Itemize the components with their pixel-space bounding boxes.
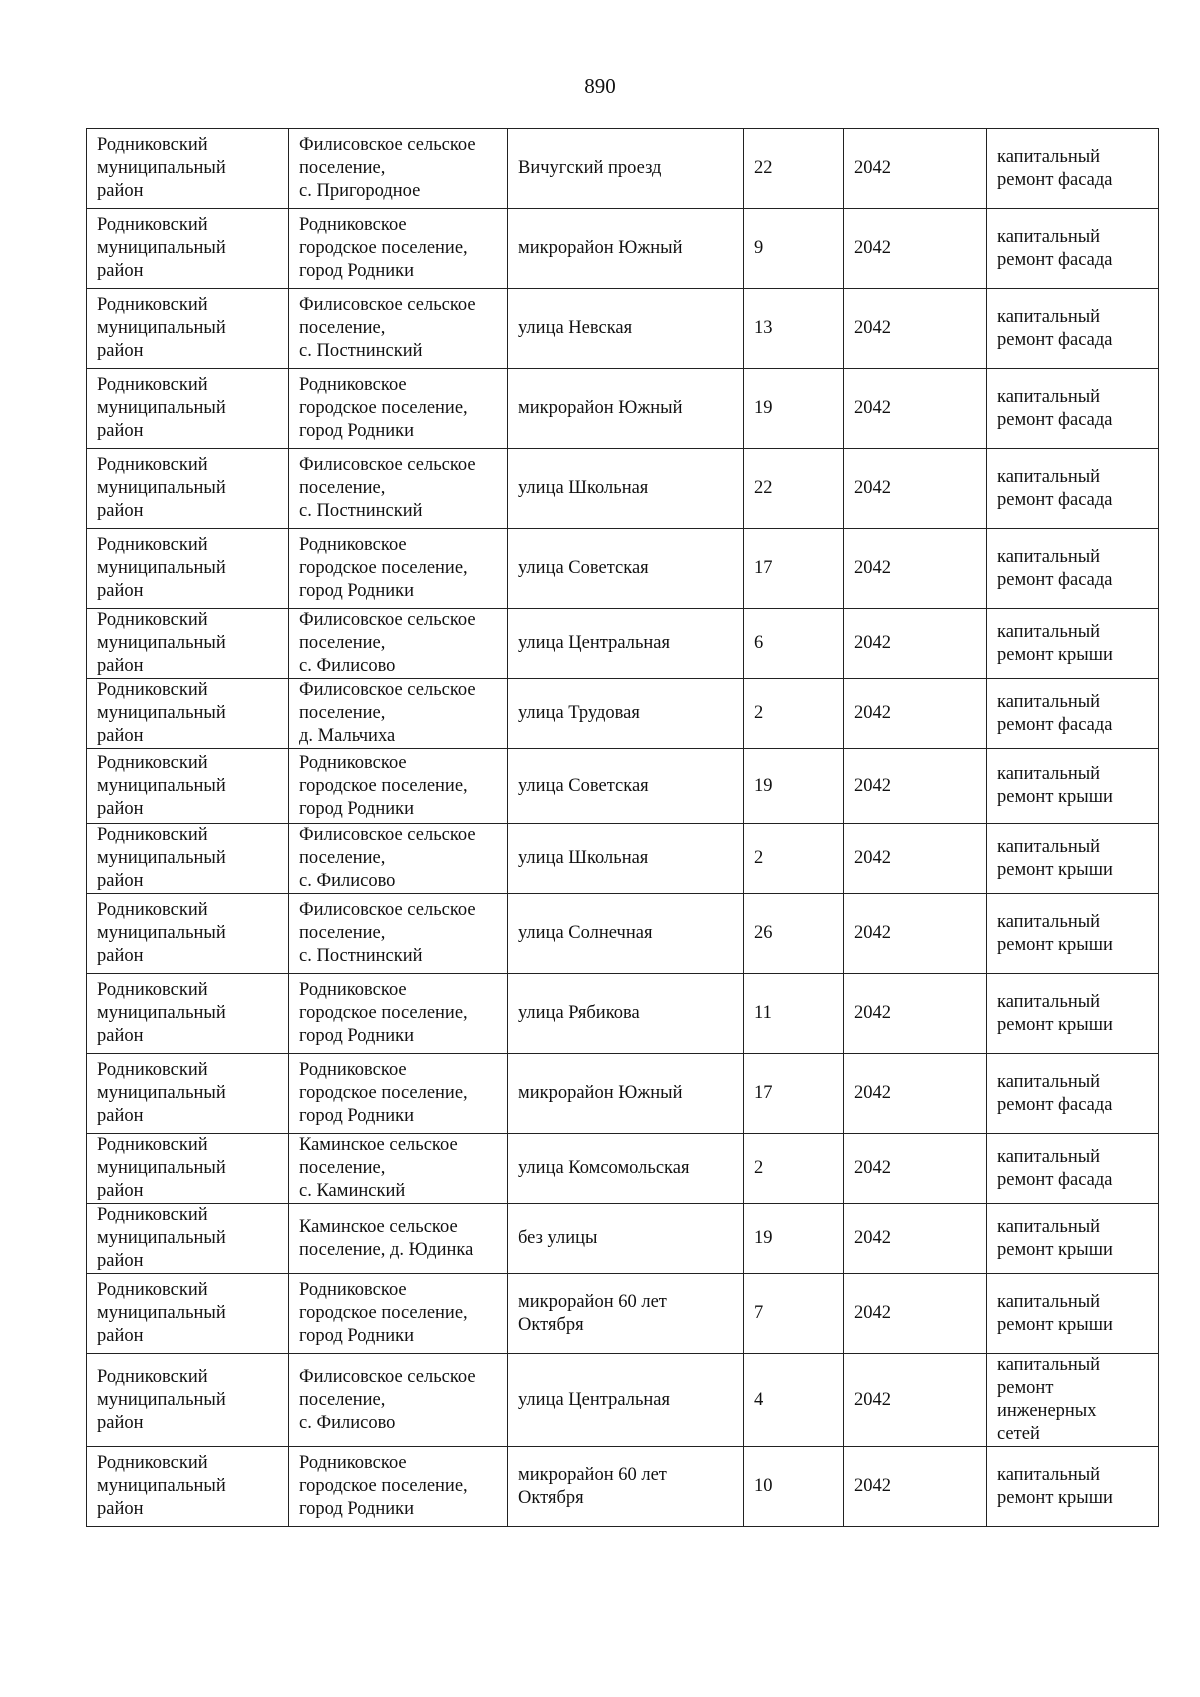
table-row	[87, 369, 1159, 449]
work-type-cell: капитальный ремонт фасада	[987, 1134, 1159, 1204]
settlement-cell: Родниковское городское поселение, город Родники	[289, 1447, 508, 1527]
street-cell: улица Центральная	[508, 1354, 744, 1447]
settlement-cell: Филисовское сельское поселение, с. Постнинский	[289, 449, 508, 529]
house-number-cell: 11	[744, 974, 844, 1054]
house-number-cell: 22	[744, 129, 844, 209]
settlement-cell: Филисовское сельское поселение, с. Постнинский	[289, 289, 508, 369]
work-type-cell: капитальный ремонт крыши	[987, 1447, 1159, 1527]
table-row	[87, 209, 1159, 289]
district-cell: Родниковский муниципальный район	[87, 129, 289, 209]
work-type-cell: капитальный ремонт крыши	[987, 894, 1159, 974]
table-row	[87, 749, 1159, 824]
year-cell: 2042	[844, 1354, 987, 1447]
year-cell: 2042	[844, 824, 987, 894]
street-cell: улица Трудовая	[508, 679, 744, 749]
work-type-cell: капитальный ремонт крыши	[987, 609, 1159, 679]
work-type-cell: капитальный ремонт крыши	[987, 1274, 1159, 1354]
year-cell: 2042	[844, 1204, 987, 1274]
street-cell: микрорайон Южный	[508, 369, 744, 449]
table-row	[87, 974, 1159, 1054]
district-cell: Родниковский муниципальный район	[87, 529, 289, 609]
district-cell: Родниковский муниципальный район	[87, 1204, 289, 1274]
street-cell: микрорайон 60 лет Октября	[508, 1274, 744, 1354]
table-row	[87, 289, 1159, 369]
year-cell: 2042	[844, 894, 987, 974]
table-row	[87, 824, 1159, 894]
settlement-cell: Филисовское сельское поселение, с. Пригородное	[289, 129, 508, 209]
table-row	[87, 1354, 1159, 1447]
settlement-cell: Родниковское городское поселение, город Родники	[289, 749, 508, 824]
house-number-cell: 7	[744, 1274, 844, 1354]
district-cell: Родниковский муниципальный район	[87, 449, 289, 529]
house-number-cell: 10	[744, 1447, 844, 1527]
settlement-cell: Филисовское сельское поселение, с. Филисово	[289, 824, 508, 894]
district-cell: Родниковский муниципальный район	[87, 209, 289, 289]
settlement-cell: Каминское сельское поселение, д. Юдинка	[289, 1204, 508, 1274]
year-cell: 2042	[844, 449, 987, 529]
house-number-cell: 19	[744, 1204, 844, 1274]
house-number-cell: 2	[744, 679, 844, 749]
house-number-cell: 19	[744, 749, 844, 824]
year-cell: 2042	[844, 529, 987, 609]
district-cell: Родниковский муниципальный район	[87, 974, 289, 1054]
street-cell: улица Советская	[508, 749, 744, 824]
year-cell: 2042	[844, 1054, 987, 1134]
work-type-cell: капитальный ремонт крыши	[987, 824, 1159, 894]
settlement-cell: Филисовское сельское поселение, с. Филисово	[289, 1354, 508, 1447]
settlement-cell: Филисовское сельское поселение, с. Постнинский	[289, 894, 508, 974]
table-row	[87, 679, 1159, 749]
street-cell: улица Школьная	[508, 449, 744, 529]
table-row	[87, 894, 1159, 974]
settlement-cell: Родниковское городское поселение, город Родники	[289, 1274, 508, 1354]
district-cell: Родниковский муниципальный район	[87, 824, 289, 894]
table-row	[87, 609, 1159, 679]
settlement-cell: Родниковское городское поселение, город Родники	[289, 369, 508, 449]
district-cell: Родниковский муниципальный район	[87, 1354, 289, 1447]
settlement-cell: Филисовское сельское поселение, д. Мальчиха	[289, 679, 508, 749]
year-cell: 2042	[844, 289, 987, 369]
street-cell: микрорайон Южный	[508, 209, 744, 289]
repair-schedule-table	[86, 128, 1159, 1527]
district-cell: Родниковский муниципальный район	[87, 679, 289, 749]
work-type-cell: капитальный ремонт инженерных сетей	[987, 1354, 1159, 1447]
street-cell: улица Центральная	[508, 609, 744, 679]
table-row	[87, 1054, 1159, 1134]
work-type-cell: капитальный ремонт фасада	[987, 369, 1159, 449]
settlement-cell: Филисовское сельское поселение, с. Филисово	[289, 609, 508, 679]
work-type-cell: капитальный ремонт крыши	[987, 974, 1159, 1054]
table-body	[87, 129, 1159, 1527]
work-type-cell: капитальный ремонт фасада	[987, 679, 1159, 749]
year-cell: 2042	[844, 369, 987, 449]
district-cell: Родниковский муниципальный район	[87, 1447, 289, 1527]
settlement-cell: Каминское сельское поселение, с. Каминский	[289, 1134, 508, 1204]
house-number-cell: 2	[744, 824, 844, 894]
house-number-cell: 17	[744, 529, 844, 609]
table-row	[87, 1447, 1159, 1527]
settlement-cell: Родниковское городское поселение, город Родники	[289, 529, 508, 609]
year-cell: 2042	[844, 209, 987, 289]
district-cell: Родниковский муниципальный район	[87, 609, 289, 679]
house-number-cell: 9	[744, 209, 844, 289]
table-row	[87, 1274, 1159, 1354]
street-cell: улица Школьная	[508, 824, 744, 894]
year-cell: 2042	[844, 1447, 987, 1527]
house-number-cell: 2	[744, 1134, 844, 1204]
street-cell: Вичугский проезд	[508, 129, 744, 209]
house-number-cell: 6	[744, 609, 844, 679]
street-cell: микрорайон Южный	[508, 1054, 744, 1134]
street-cell: улица Невская	[508, 289, 744, 369]
work-type-cell: капитальный ремонт фасада	[987, 449, 1159, 529]
settlement-cell: Родниковское городское поселение, город Родники	[289, 209, 508, 289]
year-cell: 2042	[844, 749, 987, 824]
work-type-cell: капитальный ремонт крыши	[987, 1204, 1159, 1274]
street-cell: без улицы	[508, 1204, 744, 1274]
table-row	[87, 129, 1159, 209]
table-row	[87, 1134, 1159, 1204]
year-cell: 2042	[844, 609, 987, 679]
settlement-cell: Родниковское городское поселение, город Родники	[289, 1054, 508, 1134]
house-number-cell: 17	[744, 1054, 844, 1134]
house-number-cell: 13	[744, 289, 844, 369]
street-cell: улица Комсомольская	[508, 1134, 744, 1204]
work-type-cell: капитальный ремонт фасада	[987, 289, 1159, 369]
district-cell: Родниковский муниципальный район	[87, 894, 289, 974]
house-number-cell: 26	[744, 894, 844, 974]
street-cell: улица Солнечная	[508, 894, 744, 974]
year-cell: 2042	[844, 679, 987, 749]
house-number-cell: 19	[744, 369, 844, 449]
work-type-cell: капитальный ремонт фасада	[987, 1054, 1159, 1134]
street-cell: улица Рябикова	[508, 974, 744, 1054]
district-cell: Родниковский муниципальный район	[87, 749, 289, 824]
street-cell: улица Советская	[508, 529, 744, 609]
district-cell: Родниковский муниципальный район	[87, 1054, 289, 1134]
work-type-cell: капитальный ремонт фасада	[987, 129, 1159, 209]
page-number: 890	[584, 74, 616, 98]
year-cell: 2042	[844, 1274, 987, 1354]
table-row	[87, 529, 1159, 609]
district-cell: Родниковский муниципальный район	[87, 369, 289, 449]
house-number-cell: 4	[744, 1354, 844, 1447]
year-cell: 2042	[844, 129, 987, 209]
table-row	[87, 1204, 1159, 1274]
year-cell: 2042	[844, 974, 987, 1054]
settlement-cell: Родниковское городское поселение, город Родники	[289, 974, 508, 1054]
street-cell: микрорайон 60 лет Октября	[508, 1447, 744, 1527]
house-number-cell: 22	[744, 449, 844, 529]
district-cell: Родниковский муниципальный район	[87, 1274, 289, 1354]
table-row	[87, 449, 1159, 529]
work-type-cell: капитальный ремонт фасада	[987, 529, 1159, 609]
work-type-cell: капитальный ремонт фасада	[987, 209, 1159, 289]
district-cell: Родниковский муниципальный район	[87, 289, 289, 369]
year-cell: 2042	[844, 1134, 987, 1204]
work-type-cell: капитальный ремонт крыши	[987, 749, 1159, 824]
district-cell: Родниковский муниципальный район	[87, 1134, 289, 1204]
